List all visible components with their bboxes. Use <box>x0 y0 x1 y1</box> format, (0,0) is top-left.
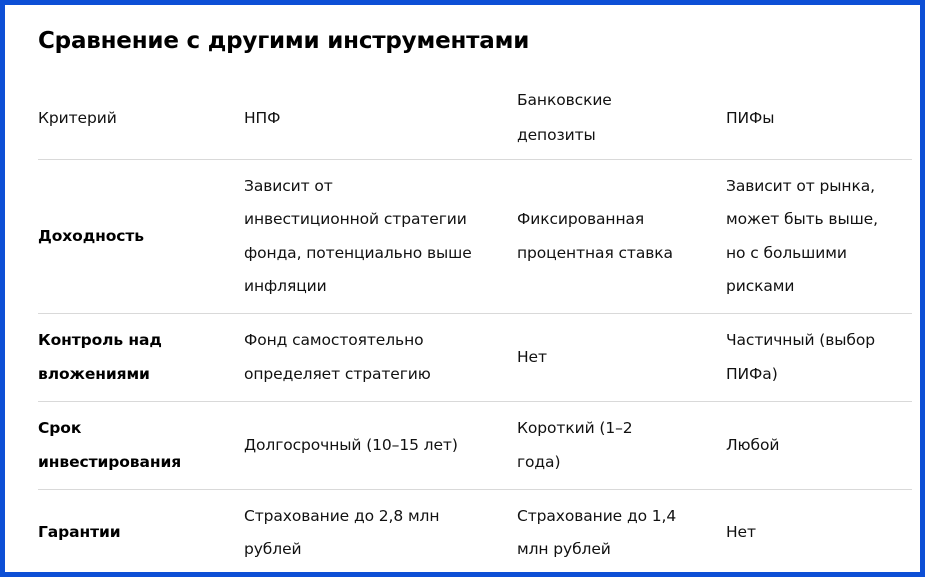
pifs-cell: Нет <box>726 523 756 542</box>
criterion-cell: Доходность <box>38 226 144 245</box>
table-row <box>38 402 912 490</box>
header-npf: НПФ <box>244 108 281 127</box>
npf-cell: Страхование до 2,8 млн рублей <box>244 506 440 558</box>
header-bank-deposits: Банковские депозиты <box>517 91 612 144</box>
page-title: Сравнение с другими инструментами <box>38 28 530 54</box>
table-row <box>38 160 912 314</box>
header-criterion: Критерий <box>38 108 117 127</box>
table-row <box>38 314 912 402</box>
npf-cell: Зависит от инвестиционной стратегии фонда, потенциально выше инфляции <box>244 176 472 295</box>
criterion-cell: Гарантии <box>38 523 121 542</box>
bank-deposits-cell: Нет <box>517 347 547 366</box>
bank-deposits-cell: Фиксированная процентная ставка <box>517 210 673 262</box>
table-header-row <box>38 77 912 160</box>
criterion-cell: Контроль над вложениями <box>38 331 162 383</box>
pifs-cell: Частичный (выбор ПИФа) <box>726 331 875 383</box>
npf-cell: Фонд самостоятельно определяет стратегию <box>244 331 431 383</box>
table-row <box>38 490 912 576</box>
comparison-table <box>38 77 912 576</box>
npf-cell: Долгосрочный (10–15 лет) <box>244 435 458 454</box>
criterion-cell: Срок инвестирования <box>38 419 182 471</box>
bank-deposits-cell: Страхование до 1,4 млн рублей <box>517 506 677 558</box>
bank-deposits-cell: Короткий (1–2 года) <box>517 419 633 471</box>
pifs-cell: Любой <box>726 435 780 454</box>
pifs-cell: Зависит от рынка, может быть выше, но с большими рисками <box>726 176 878 295</box>
header-pifs: ПИФы <box>726 108 775 127</box>
